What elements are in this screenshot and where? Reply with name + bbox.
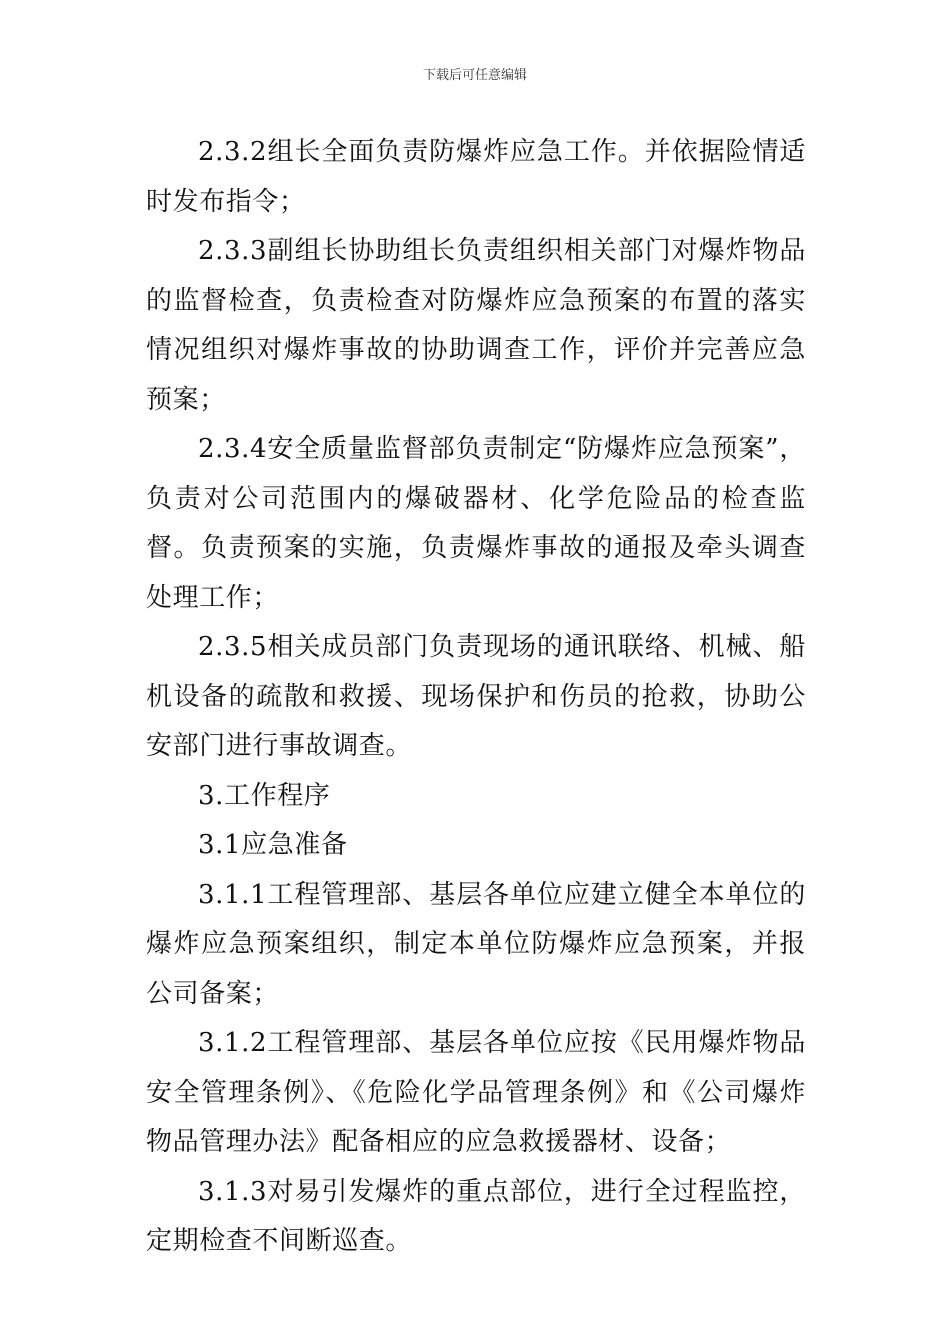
paragraph: 3.1.3对易引发爆炸的重点部位，进行全过程监控，定期检查不间断巡查。 [146, 1176, 806, 1256]
paragraph: 2.3.3副组长协助组长负责组织相关部门对爆炸物品的监督检查，负责检查对防爆炸应急预案的布置的落实情况组织对爆炸事故的协助调查工作，评价并完善应急预案； [146, 236, 806, 415]
paragraph: 2.3.2组长全面负责防爆炸应急工作。并依据险情适时发布指令； [146, 137, 806, 217]
paragraph: 2.3.5相关成员部门负责现场的通讯联络、机械、船机设备的疏散和救援、现场保护和伤员的抢救，协助公安部门进行事故调查。 [146, 632, 806, 761]
subsection-heading: 3.1应急准备 [198, 830, 348, 860]
paragraph: 2.3.4安全质量监督部负责制定“防爆炸应急预案”，负责对公司范围内的爆破器材、化学危险品的检查监督。负责预案的实施，负责爆炸事故的通报及牵头调查处理工作； [146, 434, 806, 613]
document-body [146, 128, 806, 1267]
paragraph: 3.1.1工程管理部、基层各单位应建立健全本单位的爆炸应急预案组织，制定本单位防爆炸应急预案，并报公司备案； [146, 879, 806, 1009]
paragraph: 3.1.2工程管理部、基层各单位应按《民用爆炸物品安全管理条例》、《危险化学品管理条例》和《公司爆炸物品管理办法》配备相应的应急救援器材、设备； [146, 1028, 806, 1157]
section-heading: 3.工作程序 [198, 780, 331, 811]
page-header-note: 下载后可任意编辑 [422, 68, 527, 83]
